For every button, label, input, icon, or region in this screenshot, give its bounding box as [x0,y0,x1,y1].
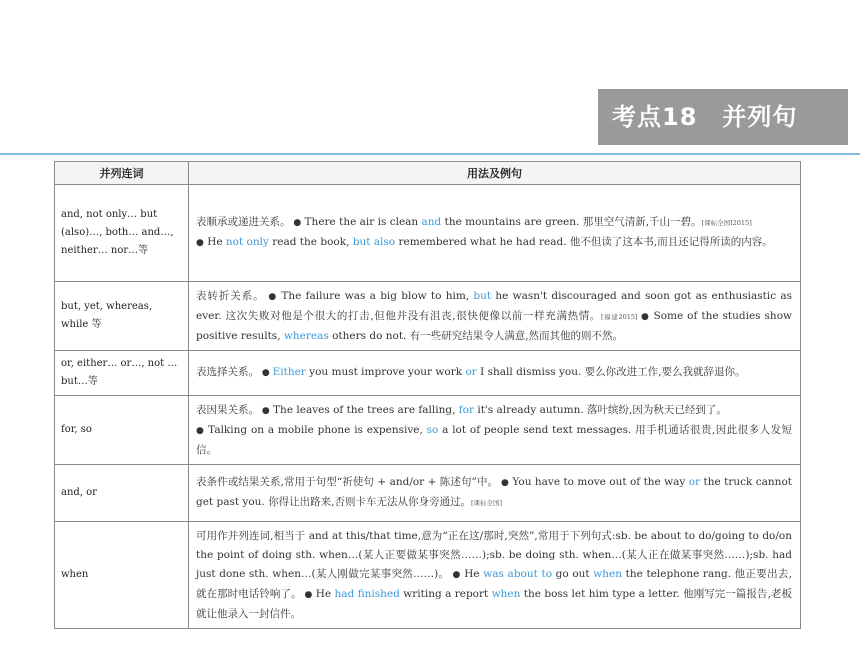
highlight-text: Either [272,366,306,378]
usage-cell [189,396,801,465]
usage-text: the mountains are green. 那里空气清新,千山一碧。 [441,216,702,228]
bullet-icon: ● [264,291,278,302]
bullet-icon: ● [196,425,205,436]
conjunction-cell: and, or [55,465,189,522]
usage-cell [189,465,801,522]
usage-text: the boss let him type a letter. 他刚写完一篇报告,老板就让他录入一封信件。 [196,587,793,620]
usage-text: read the book, [268,236,353,248]
usage-text: There the air is clean [301,216,422,228]
highlight-text: and [421,216,442,228]
usage-text: 表顺承或递进关系。 [196,216,291,228]
conjunction-cell: when [55,522,189,629]
table-row [55,282,801,351]
highlight-text: for [458,403,474,416]
usage-text: the telephone rang. 他正要出去,就在那时电话铃响了。 [196,567,793,600]
bullet-icon: ● [259,405,270,416]
table-row [55,351,801,396]
header-divider [0,153,860,155]
highlight-text: when [593,567,623,580]
usage-paragraph [196,213,792,233]
usage-text: a lot of people send text messages. 用手机通话很贵,因此很多人发短信。 [196,423,792,456]
table-row [55,465,801,522]
bullet-icon: ● [259,368,273,378]
usage-cell [189,282,801,351]
usage-paragraph [196,233,792,253]
usage-text: 可用作并列连词,相当于 and at this/that time,意为“正在这/那时,突然”,常用于下列句式:sb. be about to do/going to do/on the point of doing sth. when…(某人正要做某事突然……);sb. be doing sth. when…(某人正在做某事突然……);sb. had just done sth. when…(某人刚做完某事突然……)。 [196,529,792,580]
bullet-icon: ● [290,218,302,228]
bullet-icon: ● [196,238,204,248]
usage-text: go out [552,567,594,580]
usage-cell [189,351,801,396]
usage-text: He [203,236,226,248]
highlight-text: had finished [334,587,400,600]
conjunction-cell: or, either… or…, not … but…等 [55,351,189,396]
usage-text: the truck cannot get past you. 你得让出路来,否则卡车无法从你身旁通过。 [196,476,792,508]
section-title: 考点18 并列句 [598,89,848,145]
highlight-text: or [465,366,477,378]
usage-paragraph [196,401,792,421]
usage-cell [189,522,801,629]
usage-text: The leaves of the trees are falling, [269,403,459,416]
highlight-text: was about to [483,567,553,580]
usage-text: 表选择关系。 [196,366,259,378]
usage-text: Talking on a mobile phone is expensive, [204,423,427,436]
conjunction-cell: for, so [55,396,189,465]
source-tag: [课标全国Ⅰ2015] [701,219,752,227]
bullet-icon: ● [637,311,650,322]
source-tag: [福建2015] [601,312,638,321]
usage-paragraph [196,421,792,460]
highlight-text: or [688,476,701,488]
usage-text: Some of the studies show positive results, [196,309,793,342]
conjunction-cell: but, yet, whereas, while 等 [55,282,189,351]
highlight-text: not only [225,236,269,248]
table-header-row [55,162,801,185]
usage-text: You have to move out of the way [508,476,689,488]
usage-text: He [312,587,335,600]
usage-text: it's already autumn. 落叶缤纷,因为秋天已经到了。 [474,403,727,416]
table-row [55,396,801,465]
highlight-text: so [426,423,439,436]
usage-text: 表条件或结果关系,常用于句型“祈使句 + and/or + 陈述句”中。 [196,476,499,488]
bullet-icon: ● [498,478,509,488]
usage-cell [189,185,801,282]
bullet-icon: ● [301,589,313,600]
usage-text: He [460,567,484,580]
usage-text: 表因果关系。 [196,403,259,416]
usage-text: he wasn't discouraged and soon got as enthusiastic as ever. 这次失败对他是个很大的打击,但他并没有沮丧,很快便像以前一样充满热情。 [196,289,793,322]
conjunction-cell: and, not only… but (also)…, both… and…, neither… nor…等 [55,185,189,282]
usage-text: you must improve your work [305,366,466,378]
usage-text: The failure was a big blow to him, [277,289,474,302]
highlight-text: whereas [283,329,329,342]
bullet-icon: ● [449,569,461,580]
highlight-text: but [473,289,492,302]
table-row [55,522,801,629]
column-header-usage: 用法及例句 [189,162,801,185]
table-row [55,185,801,282]
usage-text: others do not. 有一些研究结果令人满意,然而其他的则不然。 [328,329,624,342]
highlight-text: when [491,587,521,600]
usage-text: I shall dismiss you. 要么你改进工作,要么我就辞退你。 [476,366,746,378]
usage-text: 表转折关系。 [196,289,265,302]
usage-text: remembered what he had read. 他不但读了这本书,而且还记得所读的内容。 [395,236,773,248]
column-header-conjunction: 并列连词 [55,162,189,185]
usage-text: writing a report [399,587,492,600]
highlight-text: but also [352,236,396,248]
source-tag: [课标全国] [470,499,503,507]
conjunction-table [54,161,801,629]
